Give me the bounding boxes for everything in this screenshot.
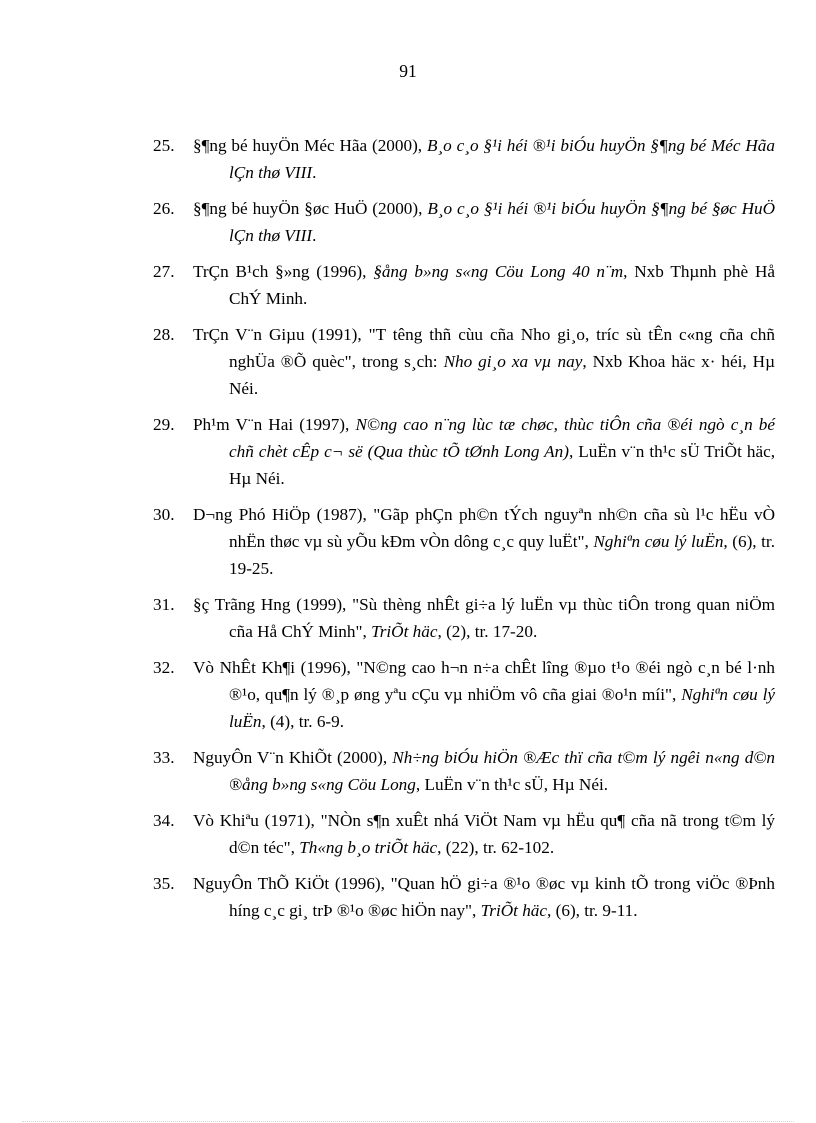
reference-number: 32. bbox=[153, 658, 175, 677]
reference-number: 27. bbox=[153, 262, 175, 281]
reference-text bbox=[193, 744, 775, 798]
reference-details: . bbox=[312, 163, 317, 182]
reference-number: 26. bbox=[153, 199, 175, 218]
reference-details: , LuËn v¨n th¹c sÜ, Hµ Néi. bbox=[415, 775, 609, 794]
reference-authors: TrÇn V¨n Giµu (1991), "T têng thñ cùu cña Nho gi¸o, tríc sù tÊn c«ng cña chñ nghÜa ®Õ quèc", trong s¸ch: bbox=[193, 325, 775, 371]
reference-item bbox=[0, 411, 816, 492]
reference-details: , Nxb Thµnh phè Hå ChÝ Minh. bbox=[229, 262, 775, 308]
page-number: 91 bbox=[399, 61, 417, 81]
reference-text bbox=[193, 258, 775, 312]
reference-title: TriÕt häc bbox=[371, 622, 438, 641]
reference-authors: §¶ng bé huyÖn Méc Hãa (2000), bbox=[193, 136, 427, 155]
reference-authors: Vò Khiªu (1971), "NÒn s¶n xuÊt nhá ViÖt Nam vµ hËu qu¶ cña nã trong t©m lý d©n téc", bbox=[193, 811, 775, 857]
reference-text bbox=[193, 132, 775, 186]
reference-title: Nh÷ng biÓu hiÖn ®Æc thï cña t©m lý ngêi n«ng d©n ®ång b»ng s«ng Cöu Long bbox=[229, 748, 775, 794]
reference-title: Nho gi¸o xa vµ nay bbox=[443, 352, 583, 371]
reference-item bbox=[0, 195, 816, 249]
reference-title: TriÕt häc bbox=[480, 901, 548, 920]
reference-details: , Nxb Khoa häc x· héi, Hµ Néi. bbox=[229, 352, 775, 398]
reference-authors: §¶ng bé huyÖn §øc HuÖ (2000), bbox=[193, 199, 428, 218]
reference-item bbox=[0, 501, 816, 582]
reference-number: 34. bbox=[153, 811, 175, 830]
reference-details: , (6), tr. 19-25. bbox=[229, 532, 775, 578]
reference-title: Nghiªn cøu lý luËn bbox=[229, 685, 775, 731]
reference-details: . bbox=[312, 226, 317, 245]
reference-number: 28. bbox=[153, 325, 175, 344]
reference-item bbox=[0, 744, 816, 798]
reference-number: 25. bbox=[153, 136, 175, 155]
reference-details: , (6), tr. 9-11. bbox=[547, 901, 638, 920]
reference-item bbox=[0, 654, 816, 735]
reference-authors: §ç Trãng Hng (1999), "Sù thèng nhÊt gi÷a lý luËn vµ thùc tiÔn trong quan niÖm cña Hå ChÝ Minh", bbox=[193, 595, 775, 641]
reference-title: N©ng cao n¨ng lùc tæ chøc, thùc tiÔn cña ®éi ngò c¸n bé chñ chèt cÊp c¬ së (Qua thùc tÕ tØnh Long An) bbox=[229, 415, 776, 461]
reference-authors: NguyÔn V¨n KhiÕt (2000), bbox=[193, 748, 393, 767]
reference-number: 31. bbox=[153, 595, 175, 614]
reference-authors: NguyÔn ThÕ KiÖt (1996), "Quan hÖ gi÷a ®¹o ®øc vµ kinh tÕ trong viÖc ®Þnh híng c¸c gi¸ trÞ ®¹o ®øc hiÖn nay", bbox=[193, 874, 775, 920]
reference-details: , LuËn v¨n th¹c sÜ TriÕt häc, Hµ Néi. bbox=[229, 442, 776, 488]
reference-number: 29. bbox=[153, 415, 175, 434]
reference-list bbox=[0, 132, 816, 933]
reference-text bbox=[193, 501, 775, 582]
reference-text bbox=[193, 195, 775, 249]
reference-number: 33. bbox=[153, 748, 175, 767]
reference-number: 35. bbox=[153, 874, 175, 893]
reference-title: Nghiªn cøu lý luËn bbox=[593, 532, 724, 551]
reference-details: , (4), tr. 6-9. bbox=[261, 712, 345, 731]
reference-item bbox=[0, 321, 816, 402]
reference-details: , (2), tr. 17-20. bbox=[437, 622, 538, 641]
reference-title: Th«ng b¸o triÕt häc bbox=[299, 838, 438, 857]
reference-title: B¸o c¸o §¹i héi ®¹i biÓu huyÖn §¶ng bé §øc HuÖ lÇn thø VIII bbox=[229, 199, 775, 245]
reference-item bbox=[0, 591, 816, 645]
reference-details: , (22), tr. 62-102. bbox=[437, 838, 555, 857]
reference-text bbox=[193, 654, 775, 735]
reference-authors: TrÇn B¹ch §»ng (1996), bbox=[193, 262, 374, 281]
reference-item bbox=[0, 807, 816, 861]
reference-authors: D¬ng Phó HiÖp (1987), "Gãp phÇn ph©n tÝch nguyªn nh©n cña sù l¹c hËu vÒ nhËn thøc vµ sù yÕu kÐm vÒn dông c¸c quy luËt", bbox=[193, 505, 775, 551]
reference-authors: Vò NhÊt Kh¶i (1996), "N©ng cao h¬n n÷a chÊt lîng ®µo t¹o ®éi ngò c¸n bé l·nh ®¹o, qu¶n lý ®¸p øng yªu cÇu vµ nhiÖm vô cña giai ®o¹n míi", bbox=[193, 658, 775, 704]
reference-item bbox=[0, 870, 816, 924]
reference-authors: Ph¹m V¨n Hai (1997), bbox=[193, 415, 356, 434]
reference-item bbox=[0, 258, 816, 312]
reference-title: §ång b»ng s«ng Cöu Long 40 n¨m bbox=[373, 262, 624, 281]
reference-item bbox=[0, 132, 816, 186]
page-bottom-rule bbox=[22, 1121, 794, 1122]
reference-number: 30. bbox=[153, 505, 175, 524]
reference-text bbox=[193, 807, 775, 861]
reference-text bbox=[193, 321, 775, 402]
reference-text bbox=[193, 411, 775, 492]
reference-text bbox=[193, 591, 775, 645]
reference-title: B¸o c¸o §¹i héi ®¹i biÓu huyÖn §¶ng bé Méc Hãa lÇn thø VIII bbox=[229, 136, 775, 182]
reference-text bbox=[193, 870, 775, 924]
